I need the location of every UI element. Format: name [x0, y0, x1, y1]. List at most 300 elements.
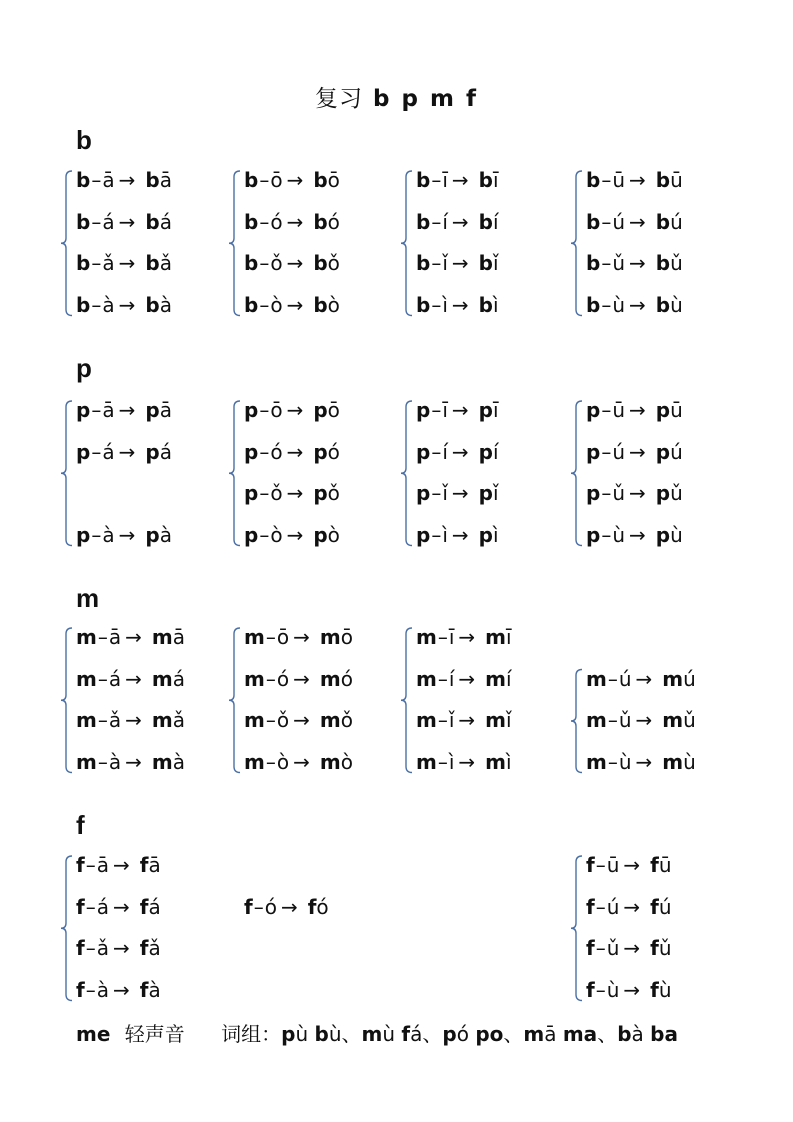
syllable-row	[586, 747, 696, 777]
result-initial: p	[145, 439, 160, 464]
phrase-tone: ù	[382, 1022, 396, 1046]
dash: –	[595, 977, 606, 1002]
result-tone-vowel: ó	[327, 439, 340, 464]
title-latin: b p m f	[373, 86, 478, 112]
vowel: ǒ	[270, 251, 283, 275]
result-tone-vowel: à	[159, 522, 172, 547]
result-initial: p	[478, 439, 493, 464]
initial-letter: m	[416, 666, 437, 691]
initial-letter: b	[416, 251, 431, 275]
brace-bracket	[568, 850, 588, 1005]
vowel: ō	[270, 398, 283, 422]
dash: –	[595, 853, 606, 877]
vowel: ǐ	[448, 708, 455, 732]
syllable-row	[76, 290, 172, 320]
vowel: ǔ	[618, 708, 632, 732]
result-tone-vowel: ū	[670, 168, 683, 192]
arrow: →	[623, 936, 641, 960]
initial-letter: b	[244, 251, 259, 275]
syllable-row	[244, 705, 353, 735]
brace-path	[61, 628, 72, 773]
arrow: →	[451, 209, 469, 234]
vowel: ǎ	[96, 936, 109, 960]
dash: –	[259, 522, 270, 547]
arrow: →	[112, 936, 130, 960]
result-tone-vowel: ì	[506, 749, 512, 774]
vowel: ū	[612, 168, 626, 192]
brace-path	[229, 401, 240, 546]
brace-bracket	[568, 165, 588, 320]
vowel: í	[442, 209, 448, 234]
syllable-row	[416, 622, 512, 652]
syllable-row	[586, 395, 683, 425]
result-tone-vowel: à	[172, 749, 185, 774]
vowel: ū	[612, 398, 626, 422]
vowel: ú	[618, 666, 632, 691]
arrow: →	[458, 749, 476, 774]
arrow: →	[112, 977, 130, 1002]
result-tone-vowel: ú	[683, 666, 696, 691]
phrase-initial: ba	[650, 1022, 678, 1046]
result-initial: b	[145, 292, 160, 317]
initial-letter: p	[76, 522, 91, 547]
result-tone-vowel: ǔ	[658, 936, 672, 960]
result-initial: m	[151, 625, 173, 649]
dash: –	[91, 292, 102, 317]
arrow: →	[293, 708, 310, 732]
result-initial: b	[145, 168, 160, 192]
arrow: →	[293, 749, 310, 774]
result-tone-vowel: ǒ	[340, 708, 353, 732]
syllable-row	[244, 664, 353, 694]
vowel: ō	[270, 168, 283, 192]
dash: –	[437, 749, 448, 774]
initial-letter: b	[76, 209, 91, 234]
dash: –	[607, 749, 618, 774]
syllable-row	[76, 892, 161, 922]
phrases-label: 词组：	[221, 1022, 282, 1046]
arrow: →	[118, 168, 136, 192]
syllable-row	[244, 248, 340, 278]
arrow: →	[112, 894, 130, 919]
title-cn: 复习	[315, 86, 364, 112]
initial-letter: p	[586, 398, 601, 422]
syllable-row	[76, 850, 161, 880]
result-tone-vowel: ó	[340, 666, 353, 691]
dash: –	[85, 977, 96, 1002]
phrase-initial: b	[617, 1022, 632, 1046]
initial-letter: f	[76, 894, 85, 919]
result-initial: b	[478, 251, 493, 275]
dash: –	[259, 209, 270, 234]
vowel: ō	[276, 625, 290, 649]
result-tone-vowel: ǐ	[506, 708, 512, 732]
arrow: →	[451, 481, 469, 505]
result-initial: f	[139, 894, 149, 919]
initial-letter: m	[244, 708, 265, 732]
vowel: ǔ	[612, 481, 626, 505]
result-initial: f	[139, 977, 149, 1002]
initial-letter: m	[586, 666, 607, 691]
result-tone-vowel: ì	[492, 292, 499, 317]
vowel: í	[448, 666, 455, 691]
result-tone-vowel: ǐ	[492, 481, 499, 505]
page-title	[0, 80, 793, 113]
arrow: →	[286, 522, 304, 547]
vowel: à	[96, 977, 109, 1002]
initial-letter: m	[76, 749, 97, 774]
phrase	[442, 1022, 523, 1046]
arrow: →	[286, 209, 304, 234]
result-initial: p	[655, 522, 671, 547]
initial-letter: m	[416, 708, 437, 732]
neutral-tone-latin: me	[76, 1022, 111, 1046]
syllable-row	[416, 395, 499, 425]
dash: –	[265, 625, 276, 649]
arrow: →	[635, 708, 653, 732]
brace-bracket	[398, 622, 418, 777]
syllable-row	[416, 290, 499, 320]
initial-letter: p	[244, 481, 259, 505]
arrow: →	[286, 481, 304, 505]
vowel: á	[102, 439, 115, 464]
initial-letter: b	[76, 168, 91, 192]
vowel: ā	[108, 625, 122, 649]
dash: –	[259, 292, 270, 317]
syllable-row	[76, 165, 172, 195]
phrase-initial: b	[314, 1022, 329, 1046]
result-tone-vowel: ǎ	[148, 936, 161, 960]
syllable-row	[244, 395, 340, 425]
result-initial: f	[650, 894, 659, 919]
initial-letter: b	[586, 168, 601, 192]
phrase	[617, 1022, 678, 1046]
result-initial: p	[313, 398, 328, 422]
result-initial: m	[319, 749, 341, 774]
arrow: →	[280, 894, 298, 919]
brace-path	[61, 171, 72, 316]
phrase-tone: ù	[295, 1022, 309, 1046]
vowel: ī	[448, 625, 455, 649]
vowel: ā	[102, 168, 115, 192]
syllable-row	[76, 747, 185, 777]
vowel: ò	[270, 522, 283, 547]
arrow: →	[125, 625, 142, 649]
result-initial: p	[313, 522, 328, 547]
brace-path	[401, 171, 412, 316]
brace-bracket	[226, 165, 246, 320]
result-initial: f	[307, 894, 317, 919]
result-initial: m	[151, 749, 173, 774]
syllable-row	[76, 933, 161, 963]
initial-letter: p	[586, 439, 601, 464]
syllable-row	[244, 437, 340, 467]
vowel: ǐ	[442, 251, 448, 275]
dash: –	[85, 894, 96, 919]
phrase-separator: 、	[503, 1022, 524, 1046]
result-tone-vowel: ú	[670, 209, 683, 234]
arrow: →	[629, 251, 646, 275]
result-initial: b	[145, 251, 160, 275]
result-tone-vowel: í	[492, 439, 499, 464]
result-tone-vowel: ā	[159, 168, 172, 192]
dash: –	[265, 749, 276, 774]
arrow: →	[629, 522, 646, 547]
arrow: →	[451, 292, 469, 317]
result-initial: b	[478, 292, 493, 317]
dash: –	[437, 625, 448, 649]
vowel: ī	[442, 398, 448, 422]
arrow: →	[118, 398, 136, 422]
dash: –	[431, 292, 442, 317]
initial-letter: b	[416, 292, 431, 317]
initial-letter: f	[586, 853, 595, 877]
initial-letter: m	[76, 625, 97, 649]
initial-letter: p	[586, 522, 601, 547]
phrase-tone: ā	[544, 1022, 557, 1046]
initial-letter: b	[586, 292, 601, 317]
vowel: á	[108, 666, 122, 691]
result-initial: m	[662, 749, 684, 774]
footer-line	[76, 1018, 678, 1047]
syllable-row	[586, 248, 683, 278]
syllable-row	[586, 207, 683, 237]
result-initial: m	[319, 666, 341, 691]
syllable-row	[76, 395, 172, 425]
result-initial: p	[478, 522, 493, 547]
result-initial: b	[655, 168, 671, 192]
phrase-tone: à	[631, 1022, 644, 1046]
section-heading-m: m	[76, 583, 100, 613]
dash: –	[97, 749, 108, 774]
brace-bracket	[398, 395, 418, 550]
syllable-row	[244, 747, 353, 777]
result-tone-vowel: ā	[172, 625, 185, 649]
brace-path	[571, 856, 582, 1001]
initial-letter: p	[416, 439, 431, 464]
dash: –	[595, 936, 606, 960]
vowel: ì	[442, 522, 448, 547]
dash: –	[601, 481, 612, 505]
syllable-row	[244, 165, 340, 195]
vowel: à	[102, 292, 115, 317]
initial-letter: b	[586, 209, 601, 234]
brace-bracket	[226, 622, 246, 777]
syllable-row	[244, 290, 340, 320]
arrow: →	[112, 853, 130, 877]
section-heading-p: p	[76, 353, 92, 383]
vowel: ī	[442, 168, 448, 192]
result-tone-vowel: í	[506, 666, 512, 691]
arrow: →	[118, 292, 136, 317]
result-initial: p	[313, 481, 328, 505]
result-initial: b	[313, 168, 328, 192]
brace-bracket	[58, 165, 78, 320]
initial-letter: b	[416, 209, 431, 234]
result-tone-vowel: ō	[327, 168, 340, 192]
initial-letter: p	[416, 522, 431, 547]
result-tone-vowel: à	[159, 292, 172, 317]
vowel: í	[442, 439, 448, 464]
initial-letter: p	[244, 439, 259, 464]
vowel: ì	[442, 292, 448, 317]
dash: –	[91, 398, 102, 422]
brace-path	[571, 401, 582, 546]
dash: –	[259, 398, 270, 422]
result-initial: p	[655, 439, 671, 464]
brace-path	[61, 856, 72, 1001]
result-tone-vowel: ō	[340, 625, 353, 649]
syllable-row	[416, 705, 512, 735]
initial-letter: p	[586, 481, 601, 505]
arrow: →	[623, 894, 641, 919]
result-initial: b	[655, 292, 671, 317]
phrase-tone: á	[410, 1022, 423, 1046]
result-tone-vowel: á	[172, 666, 185, 691]
dash: –	[595, 894, 606, 919]
brace-bracket	[226, 395, 246, 550]
brace-bracket	[398, 165, 418, 320]
vowel: ó	[276, 666, 290, 691]
initial-letter: p	[416, 481, 431, 505]
initial-letter: b	[244, 209, 259, 234]
phrase-initial: po	[475, 1022, 504, 1046]
initial-letter: p	[244, 522, 259, 547]
initial-letter: m	[416, 749, 437, 774]
dash: –	[259, 251, 270, 275]
arrow: →	[629, 292, 646, 317]
brace-path	[229, 628, 240, 773]
dash: –	[601, 398, 612, 422]
arrow: →	[286, 251, 304, 275]
vowel: ò	[276, 749, 290, 774]
dash: –	[601, 168, 612, 192]
arrow: →	[451, 522, 469, 547]
result-tone-vowel: ú	[658, 894, 672, 919]
dash: –	[431, 251, 442, 275]
initial-letter: b	[76, 251, 91, 275]
vowel: ù	[612, 522, 626, 547]
syllable-row	[76, 975, 161, 1005]
arrow: →	[286, 168, 304, 192]
syllable-row	[416, 664, 512, 694]
section-heading-f: f	[76, 810, 85, 840]
result-tone-vowel: ò	[340, 749, 353, 774]
dash: –	[97, 708, 108, 732]
arrow: →	[635, 666, 653, 691]
syllable-row	[416, 520, 499, 550]
initial-letter: m	[76, 666, 97, 691]
brace-bracket	[58, 850, 78, 1005]
brace-bracket	[58, 622, 78, 777]
brace-path	[571, 670, 582, 773]
syllable-row	[416, 747, 512, 777]
syllable-row	[586, 850, 672, 880]
syllable-row	[76, 622, 185, 652]
phrase-initial: m	[523, 1022, 545, 1046]
vowel: ǎ	[102, 251, 115, 275]
arrow: →	[118, 522, 136, 547]
result-initial: b	[313, 209, 328, 234]
phrase-separator: 、	[422, 1022, 443, 1046]
dash: –	[601, 292, 612, 317]
vowel: á	[96, 894, 109, 919]
dash: –	[607, 708, 618, 732]
arrow: →	[458, 708, 476, 732]
dash: –	[91, 168, 102, 192]
dash: –	[607, 666, 618, 691]
syllable-row	[76, 207, 172, 237]
result-initial: p	[478, 481, 493, 505]
initial-letter: b	[76, 292, 91, 317]
arrow: →	[286, 439, 304, 464]
result-tone-vowel: ù	[670, 522, 683, 547]
initial-letter: f	[586, 894, 595, 919]
syllable-row	[76, 520, 172, 550]
syllable-row	[76, 437, 172, 467]
result-tone-vowel: ō	[327, 398, 340, 422]
result-initial: f	[650, 977, 659, 1002]
vowel: ǐ	[442, 481, 448, 505]
initial-letter: f	[76, 936, 85, 960]
vowel: à	[108, 749, 122, 774]
initial-letter: f	[586, 977, 595, 1002]
arrow: →	[451, 398, 469, 422]
initial-letter: f	[586, 936, 595, 960]
result-tone-vowel: ǔ	[670, 481, 683, 505]
syllable-row	[244, 622, 353, 652]
arrow: →	[629, 209, 646, 234]
initial-letter: f	[76, 977, 85, 1002]
syllable-row	[586, 437, 683, 467]
phrase-initial: ma	[562, 1022, 598, 1046]
syllable-row	[416, 248, 499, 278]
vowel: ā	[102, 398, 115, 422]
result-tone-vowel: ǒ	[327, 481, 340, 505]
result-tone-vowel: ò	[327, 522, 340, 547]
dash: –	[437, 666, 448, 691]
arrow: →	[629, 481, 646, 505]
arrow: →	[458, 666, 476, 691]
syllable-row	[416, 165, 499, 195]
syllable-row	[416, 437, 499, 467]
result-initial: b	[478, 168, 493, 192]
arrow: →	[623, 853, 641, 877]
result-tone-vowel: í	[492, 209, 499, 234]
result-initial: m	[662, 708, 684, 732]
result-tone-vowel: ā	[159, 398, 172, 422]
initial-letter: m	[586, 749, 607, 774]
vowel: ǒ	[276, 708, 290, 732]
phrase	[523, 1022, 617, 1046]
arrow: →	[451, 251, 469, 275]
vowel: ǎ	[108, 708, 122, 732]
initial-letter: p	[76, 398, 91, 422]
syllable-row	[416, 207, 499, 237]
syllable-row	[244, 478, 340, 508]
result-initial: b	[313, 292, 328, 317]
result-initial: f	[650, 853, 659, 877]
result-initial: m	[319, 625, 341, 649]
brace-path	[401, 401, 412, 546]
brace-bracket	[568, 395, 588, 550]
arrow: →	[125, 708, 142, 732]
arrow: →	[451, 168, 469, 192]
syllable-row	[586, 520, 683, 550]
vowel: ú	[612, 439, 626, 464]
phrase-tone: ù	[328, 1022, 342, 1046]
result-tone-vowel: ā	[148, 853, 161, 877]
